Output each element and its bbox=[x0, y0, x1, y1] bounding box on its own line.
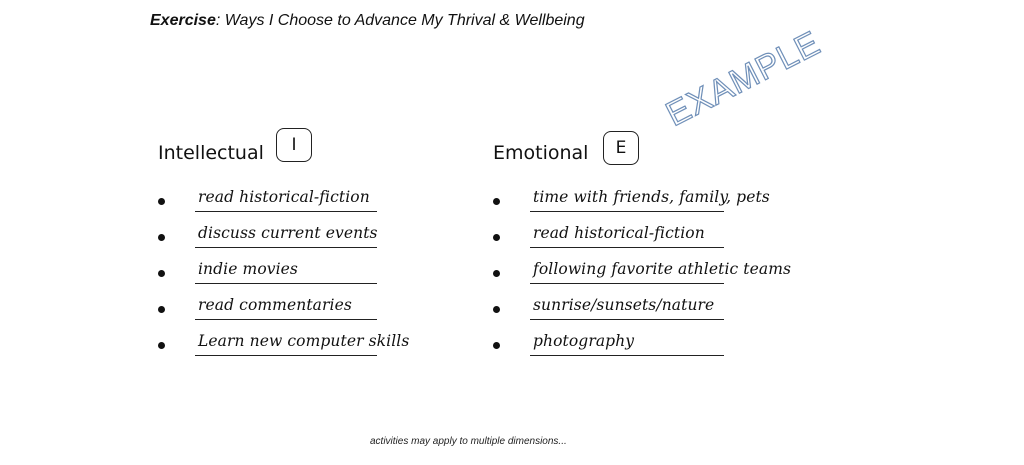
write-in-line bbox=[530, 247, 724, 248]
intellectual-heading: Intellectual bbox=[158, 142, 264, 164]
write-in-line bbox=[530, 319, 724, 320]
list-item-text: following favorite athletic teams bbox=[533, 260, 792, 278]
list-item-text: photography bbox=[533, 332, 635, 350]
bullet-icon bbox=[158, 234, 165, 241]
bullet-icon bbox=[158, 342, 165, 349]
write-in-line bbox=[195, 283, 377, 284]
write-in-line bbox=[195, 247, 377, 248]
bullet-icon bbox=[158, 306, 165, 313]
list-item-text: sunrise/sunsets/nature bbox=[533, 296, 715, 314]
list-item-text: Learn new computer skills bbox=[198, 332, 410, 350]
emotional-letter-box: E bbox=[603, 131, 639, 165]
write-in-line bbox=[195, 211, 377, 212]
list-item-text: read commentaries bbox=[198, 296, 352, 314]
page-title bbox=[150, 12, 585, 30]
emotional-heading: Emotional bbox=[493, 142, 589, 164]
write-in-line bbox=[195, 355, 377, 356]
write-in-line bbox=[530, 211, 724, 212]
intellectual-letter-box: I bbox=[276, 128, 312, 162]
write-in-line bbox=[195, 319, 377, 320]
list-item-text: time with friends, family, pets bbox=[533, 188, 770, 206]
footer-note: activities may apply to multiple dimensions... bbox=[370, 436, 567, 447]
write-in-line bbox=[530, 355, 724, 356]
bullet-icon bbox=[493, 306, 500, 313]
list-item-text: discuss current events bbox=[198, 224, 378, 242]
example-watermark: EXAMPLE bbox=[660, 23, 827, 134]
list-item-text: indie movies bbox=[198, 260, 298, 278]
bullet-icon bbox=[493, 342, 500, 349]
list-item-text: read historical-fiction bbox=[198, 188, 370, 206]
title-prefix: Exercise bbox=[150, 12, 216, 29]
title-text: : Ways I Choose to Advance My Thrival & Wellbeing bbox=[215, 12, 585, 29]
bullet-icon bbox=[493, 234, 500, 241]
bullet-icon bbox=[493, 270, 500, 277]
write-in-line bbox=[530, 283, 724, 284]
list-item-text: read historical-fiction bbox=[533, 224, 705, 242]
bullet-icon bbox=[158, 198, 165, 205]
bullet-icon bbox=[493, 198, 500, 205]
bullet-icon bbox=[158, 270, 165, 277]
